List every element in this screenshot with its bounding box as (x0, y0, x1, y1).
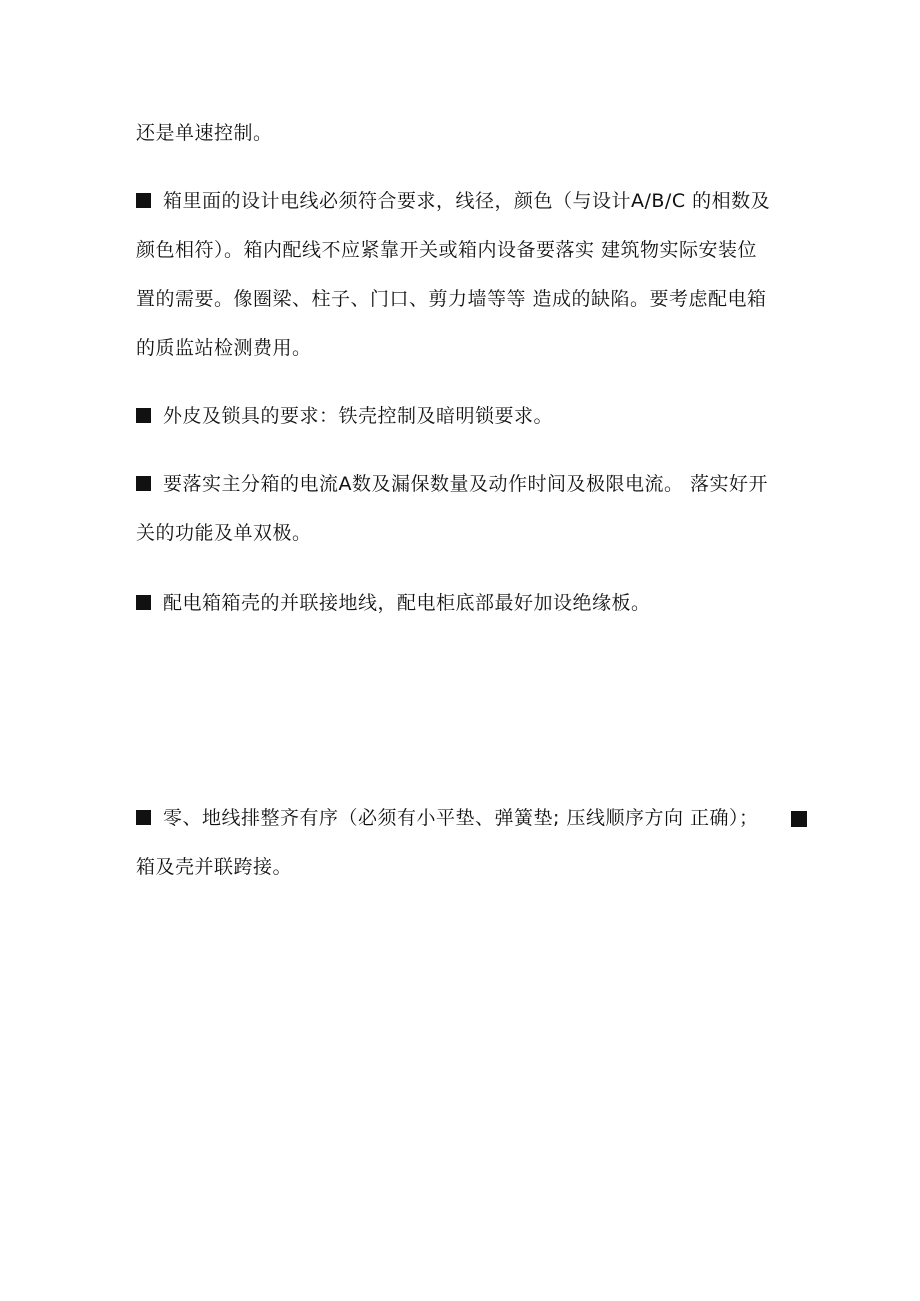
paragraph-1-line-1 (136, 189, 770, 213)
square-bullet-icon (136, 810, 151, 825)
paragraph-1-line-4: 的质监站检测费用。 (136, 337, 312, 359)
square-bullet-icon (136, 193, 151, 208)
paragraph-1-line-2: 颜色相符）。箱内配线不应紧靠开关或箱内设备要落实 建筑物实际安装位 (136, 239, 758, 261)
paragraph-5-line-2: 箱及壳并联跨接。 (136, 856, 293, 878)
paragraph-2-line-1 (136, 404, 553, 428)
paragraph-3-line-2: 关的功能及单双极。 (136, 522, 312, 544)
square-bullet-icon (136, 408, 151, 423)
paragraph-2-text-1: 外皮及锁具的要求：铁壳控制及暗明锁要求。 (163, 405, 554, 427)
square-bullet-icon (791, 811, 807, 827)
paragraph-3-line-1 (136, 472, 768, 496)
paragraph-0-line-1: 还是单速控制。 (136, 122, 273, 144)
square-bullet-icon (136, 595, 151, 610)
paragraph-1-line-3: 置的需要。像圈梁、柱子、门口、剪力墙等等 造成的缺陷。要考虑配电箱 (136, 288, 767, 310)
paragraph-4-line-1 (136, 591, 651, 615)
paragraph-5-line-1 (136, 806, 758, 830)
paragraph-4-text-1: 配电箱箱壳的并联接地线，配电柜底部最好加设绝缘板。 (163, 592, 651, 614)
paragraph-3-text-1: 要落实主分箱的电流A数及漏保数量及动作时间及极限电流。 落实好开 (163, 473, 769, 495)
square-bullet-icon (136, 476, 151, 491)
paragraph-5-text-1: 零、地线排整齐有序（必须有小平垫、弹簧垫; 压线顺序方向 正确）； (163, 807, 759, 829)
paragraph-1-text-1: 箱里面的设计电线必须符合要求，线径，颜色（与设计A/B/C 的相数及 (163, 190, 771, 212)
